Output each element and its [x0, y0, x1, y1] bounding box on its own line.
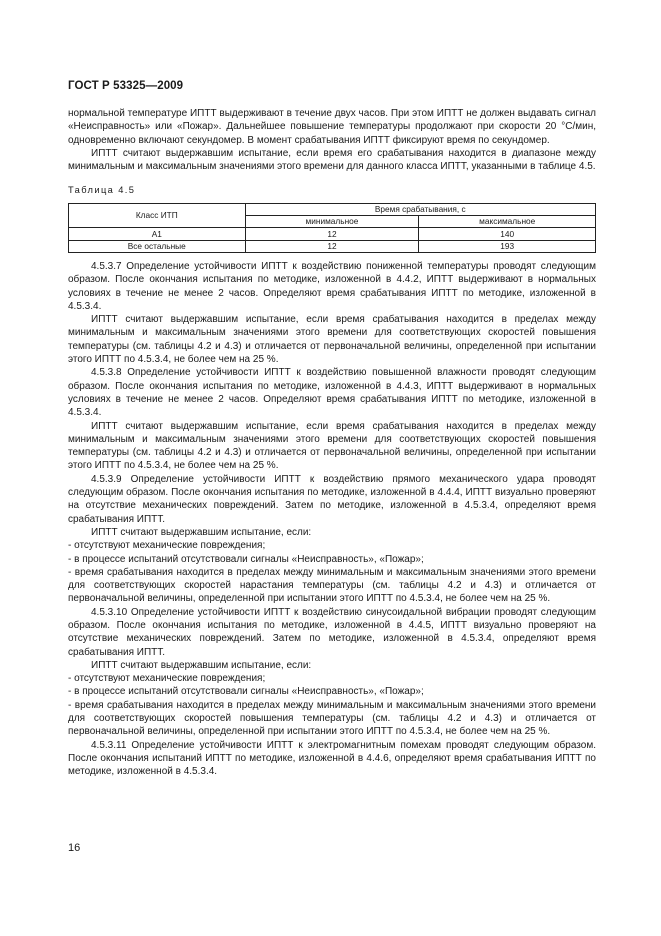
- paragraph: ИПТТ считают выдержавшим испытание, если:: [91, 659, 312, 671]
- list-item: - отсутствуют механические повреждения;: [68, 540, 266, 552]
- table-cell-class: A1: [69, 228, 246, 240]
- list-item: - в процессе испытаний отсутствовали сигналы «Неисправность», «Пожар»;: [68, 553, 424, 565]
- document-code: ГОСТ Р 53325—2009: [68, 80, 184, 92]
- table-caption: Таблица 4.5: [68, 185, 136, 196]
- clause-4-5-3-8: 4.5.3.8 Определение устойчивости ИПТТ к воздействию повышенной влажности проводят следующим образом. После окончания испытания по методике, изложенной в 4.4.3, ИПТТ выдерживают в нормальных условиях в течение не менее 2 часов. Определяют время срабатывания ИПТТ по методике, изложенной в 4.5.3.4.: [68, 367, 596, 419]
- table-cell-min: 12: [245, 240, 419, 252]
- paragraph: нормальной температуре ИПТТ выдерживают в течение двух часов. При этом ИПТТ не должен выдавать сигнал «Неисправность» или «Пожар». Дальнейшее повышение температуры продолжают при скорости 20 °С/мин, одновременно включают секундомер. В момент срабатывания ИПТТ фиксируют время по секундомер.: [68, 108, 596, 146]
- paragraph: ИПТТ считают выдержавшим испытание, если время его срабатывания находится в диапазоне между минимальным и максимальным значениями этого времени для данного класса ИПТТ, указанными в таблице 4.5.: [68, 147, 596, 173]
- table-header-min: минимальное: [245, 216, 419, 228]
- table-header-time: Время срабатывания, с: [245, 203, 595, 215]
- table-cell-min: 12: [245, 228, 419, 240]
- paragraph: ИПТТ считают выдержавшим испытание, если:: [91, 526, 312, 538]
- table-row: [69, 240, 596, 252]
- table-cell-max: 193: [419, 240, 596, 252]
- response-time-table: [68, 203, 596, 253]
- table-cell-max: 140: [419, 228, 596, 240]
- table-header-class: Класс ИТП: [69, 203, 246, 228]
- clause-4-5-3-11: 4.5.3.11 Определение устойчивости ИПТТ к электромагнитным помехам проводят следующим образом. После окончания испытаний ИПТТ по методике, изложенной в 4.4.6, определяют время срабатывания ИПТТ по методике, изложенной в 4.5.3.4.: [68, 739, 596, 778]
- document-body: [68, 107, 596, 779]
- clause-4-5-3-7: 4.5.3.7 Определение устойчивости ИПТТ к воздействию пониженной температуры проводят следующим образом. После окончания испытания по методике, изложенной в 4.4.2, ИПТТ выдерживают в нормальных условиях в течение не менее 2 часов. Определяют время срабатывания ИПТТ по методике, изложенной в 4.5.3.4.: [68, 260, 596, 312]
- list-item: - время срабатывания находится в пределах между минимальным и максимальным значениями этого времени для соответствующих скоростей нарастания температуры (см. таблицы 4.2 и 4.3) и отличается от первоначальной величины, определенной при испытании этого ИПТТ по 4.5.3.4, не более чем на 25 %.: [68, 566, 596, 605]
- clause-4-5-3-9: 4.5.3.9 Определение устойчивости ИПТТ к воздействию прямого механического удара проводят следующим образом. После окончания испытания по методике, изложенной в 4.4.4, ИПТТ визуально проверяют на отсутствие механических повреждений. Затем по методике, изложенной в 4.5.3.4, определяют время срабатывания ИПТТ.: [68, 473, 596, 525]
- page-number: 16: [68, 842, 81, 854]
- paragraph: ИПТТ считают выдержавшим испытание, если время срабатывания находится в пределах между минимальным и максимальным значениями этого времени для соответствующих скоростей повышения температуры (см. таблицы 4.2 и 4.3) и отличается от первоначальной величины, определенной при испытании этого ИПТТ по 4.5.3.4, не более чем на 25 %.: [68, 420, 596, 472]
- list-item: - отсутствуют механические повреждения;: [68, 673, 266, 685]
- table-cell-class: Все остальные: [69, 240, 246, 252]
- clause-4-5-3-10: 4.5.3.10 Определение устойчивости ИПТТ к воздействию синусоидальной вибрации проводят следующим образом. После окончания испытания по методике, изложенной в 4.4.5, ИПТТ визуально проверяют на отсутствие механических повреждений. Затем по методике, изложенной в 4.5.3.4, определяют время срабатывания ИПТТ.: [68, 606, 596, 658]
- paragraph: ИПТТ считают выдержавшим испытание, если время срабатывания находится в пределах между минимальным и максимальным значениями этого времени для соответствующих скоростей повышения температуры (см. таблицы 4.2 и 4.3) и отличается от первоначальной величины, определенной при испытании этого ИПТТ по 4.5.3.4, не более чем на 25 %.: [68, 314, 596, 366]
- list-item: - время срабатывания находится в пределах между минимальным и максимальным значениями этого времени для соответствующих скоростей повышения температуры (см. таблицы 4.2 и 4.3) и отличается от первоначальной величины, определенной при испытании этого ИПТТ по 4.5.3.4, не более чем на 25 %.: [68, 699, 596, 738]
- table-header-max: максимальное: [419, 216, 596, 228]
- list-item: - в процессе испытаний отсутствовали сигналы «Неисправность», «Пожар»;: [68, 686, 424, 698]
- table-row: [69, 228, 596, 240]
